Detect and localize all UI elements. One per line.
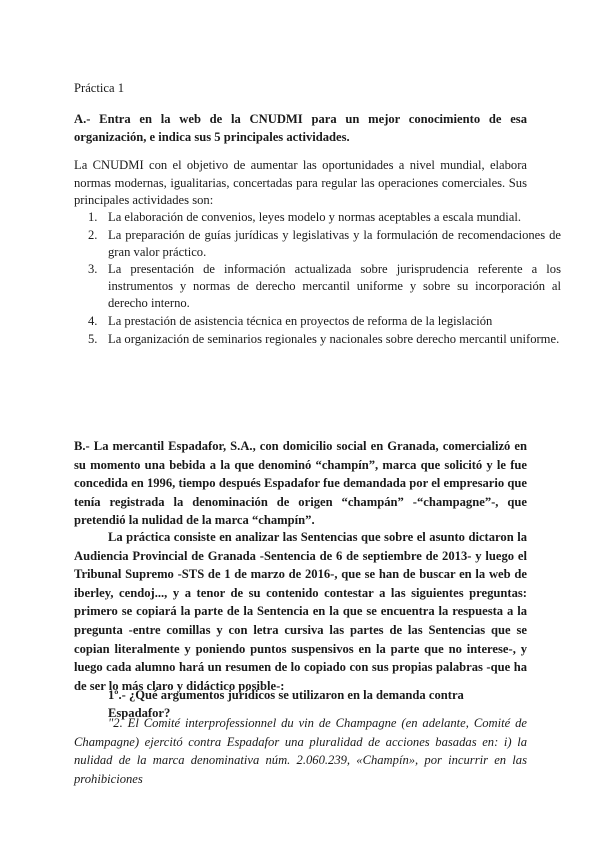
list-number: 3. xyxy=(88,262,98,277)
list-text: La preparación de guías jurídicas y legislativas y la formulación de recomendaciones de gran valor práctico. xyxy=(108,227,561,259)
list-number: 4. xyxy=(88,313,98,328)
list-text: La presentación de información actualizada sobre jurisprudencia referente a los instrumentos y normas de derecho mercantil uniforme y sobre su incorporación al derecho interno. xyxy=(108,262,561,310)
practice-instructions: La práctica consiste en analizar las Sentencias que sobre el asunto dictaron la Audiencia Provincial de Granada -Sentencia de 6 de septiembre de 2013- y luego el Tribunal Supremo -STS de 1 de marzo de 2016-, que se han de buscar en la web de iberley, cendoj..., y a tenor de su contenido contestar a las siguientes preguntas: primero se copiará la parte de la Sentencia en la que se encuentra la respuesta a la pregunta -entre comillas y con letra cursiva las partes de las Sentencias que se copian literalmente y poniendo puntos suspensivos en la parte que no interese-, y luego cada alumno hará un resumen de lo copiado con sus propias palabras -que ha de ser lo más claro y didáctico posible-: xyxy=(74,530,527,693)
question-1: 1º.- ¿Qué argumentos jurídicos se utilizaron en la demanda contra Espadafor? xyxy=(108,688,464,720)
list-item xyxy=(88,331,561,348)
list-number: 2. xyxy=(88,227,98,242)
quoted-judgment: "2. El Comité interprofessionnel du vin de Champagne (en adelante, Comité de Champagne) ejercitó contra Espadafor una pluralidad de acciones basadas en: i) la nulidad de la marca denominativa núm. 2.060.239, «Champín», por incurrir en las prohibiciones xyxy=(74,716,527,786)
list-text: La prestación de asistencia técnica en proyectos de reforma de la legislación xyxy=(108,313,493,328)
activities-list xyxy=(74,209,561,348)
list-item xyxy=(88,313,561,330)
list-item xyxy=(88,261,561,311)
answer-a-intro: La CNUDMI con el objetivo de aumentar las oportunidades a nivel mundial, elabora normas modernas, igualitarias, concertadas para regular las operaciones comerciales. Sus principales actividades son: xyxy=(74,158,527,207)
list-text: La elaboración de convenios, leyes modelo y normas aceptables a escala mundial. xyxy=(108,210,521,224)
list-item xyxy=(88,209,561,226)
list-number: 1. xyxy=(88,210,98,224)
list-number: 5. xyxy=(88,331,98,346)
list-item xyxy=(88,227,561,261)
list-text: La organización de seminarios regionales y nacionales sobre derecho mercantil uniforme. xyxy=(108,331,560,346)
question-a: A.- Entra en la web de la CNUDMI para un mejor conocimiento de esa organización, e indica sus 5 principales actividades. xyxy=(74,112,527,144)
page-title: Práctica 1 xyxy=(74,81,124,95)
question-b: B.- La mercantil Espadafor, S.A., con domicilio social en Granada, comercializó en su momento una bebida a la que denominó “champín”, marca que solicitó y le fue concedida en 1996, tiempo después Espadafor fue demandada por el empresario que tenía registrada la denominación de origen “champán” -“champagne”-, que pretendió la nulidad de la marca “champín”. xyxy=(74,439,527,528)
